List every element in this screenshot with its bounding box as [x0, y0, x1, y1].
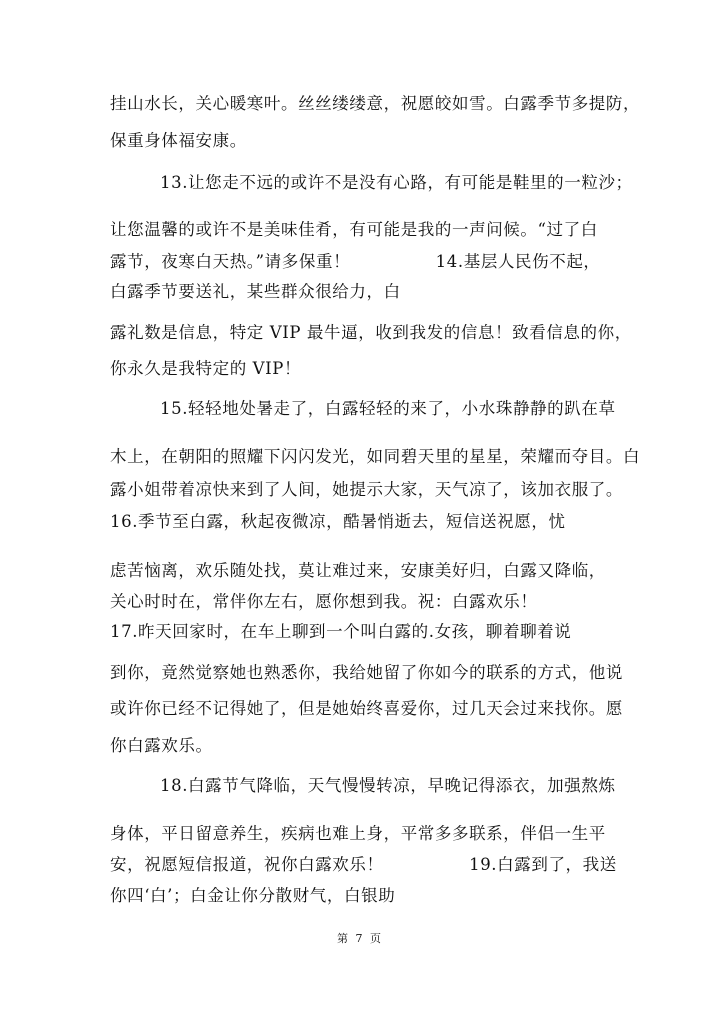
text-line: 17.昨天回家时，在车上聊到一个叫白露的.女孩，聊着聊着说: [110, 622, 572, 641]
text-line: 露小姐带着凉快来到了人间，她提示大家，天气凉了，该加衣服了。: [110, 480, 623, 499]
text-line: 到你，竟然觉察她也熟悉你，我给她留了你如今的联系的方式，他说: [110, 663, 623, 682]
text-line: 16.季节至白露，秋起夜微凉，酷暑悄逝去，短信送祝愿，忧: [110, 512, 566, 531]
text-line: 15.轻轻地处暑走了，白露轻轻的来了，小水珠静静的趴在草: [160, 399, 616, 418]
text-line: 白露季节要送礼，某些群众很给力，白: [110, 282, 401, 301]
text-line: 你永久是我特定的 VIP！: [110, 359, 302, 378]
text-line: 挂山水长，关心暖寒叶。丝丝缕缕意，祝愿皎如雪。白露季节多提防，: [110, 94, 641, 113]
page-number: 第 7 页: [337, 932, 383, 945]
text-line: 你四‘白’；白金让你分散财气，白银助: [110, 886, 396, 905]
text-line: 露礼数是信息，特定 VIP 最牛逼，收到我发的信息！致看信息的你，: [110, 323, 632, 342]
text-line: 关心时时在，常伴你左右，愿你想到我。祝：白露欢乐！: [110, 592, 538, 611]
text-line: 安，祝愿短信报道，祝你白露欢乐！ 19.白露到了，我送: [110, 855, 617, 874]
text-line: 虑苦恼离，欢乐随处找，莫让难过来，安康美好归，白露又降临，: [110, 561, 606, 580]
text-line: 你白露欢乐。: [110, 736, 213, 755]
text-line: 木上，在朝阳的照耀下闪闪发光，如同碧天里的星星，荣耀而夺目。白: [110, 447, 641, 466]
text-line: 让您温馨的或许不是美味佳肴，有可能是我的一声问候。“过了白: [110, 220, 598, 239]
text-line: 或许你已经不记得她了，但是她始终喜爱你，过几天会过来找你。愿: [110, 699, 623, 718]
text-line: 18.白露节气降临，天气慢慢转凉，早晚记得添衣，加强熬炼: [160, 776, 616, 795]
text-line: 身体，平日留意养生，疾病也难上身，平常多多联系，伴侣一生平: [110, 824, 606, 843]
text-line: 露节，夜寒白天热。”请多保重！ 14.基层人民伤不起，: [110, 252, 601, 271]
text-line: 保重身体福安康。: [110, 131, 247, 150]
text-line: 13.让您走不远的或许不是没有心路，有可能是鞋里的一粒沙；: [160, 173, 633, 192]
